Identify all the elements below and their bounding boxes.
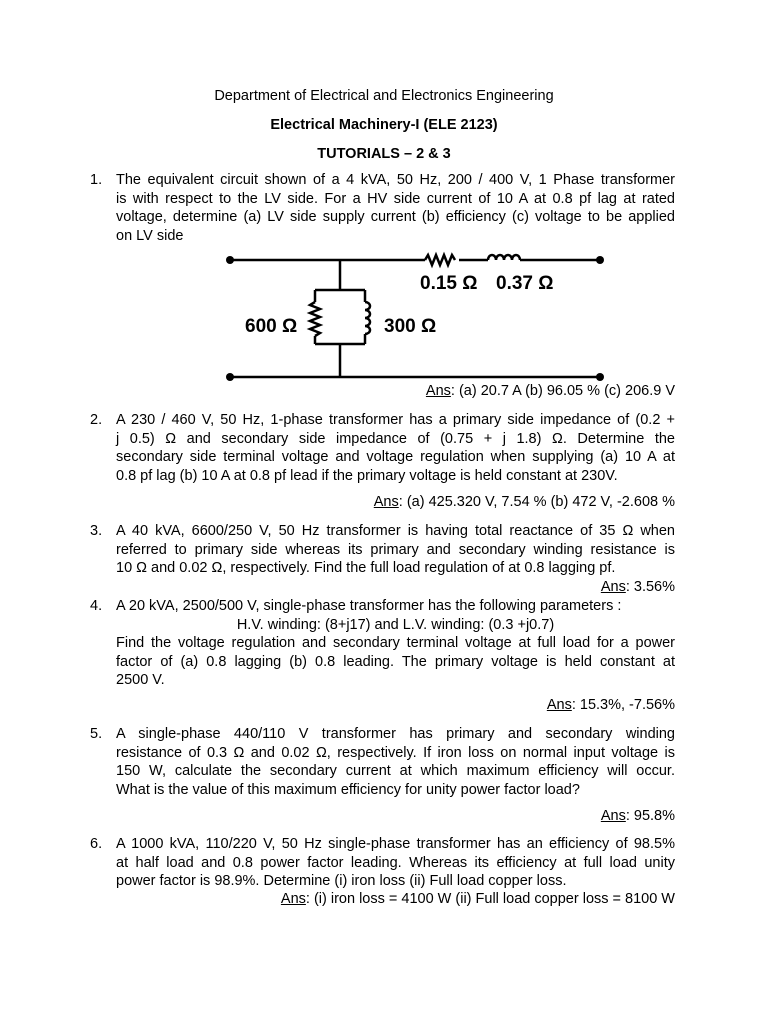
question-line: j 0.5) Ω and secondary side impedance of (0.75 + j 1.8) Ω. Determine the <box>116 430 675 447</box>
question-6 <box>90 835 678 891</box>
question-number: 1. <box>90 172 103 188</box>
terminal-dot <box>226 256 234 264</box>
question-line: 10 Ω and 0.02 Ω, respectively. Find the full load regulation of at 0.8 lagging pf. <box>116 560 616 576</box>
answer-text: : 15.3%, -7.56% <box>571 697 675 713</box>
question-line: resistance of 0.3 Ω and 0.02 Ω, respectively. If iron loss on normal input voltage is <box>116 744 675 761</box>
question-text <box>116 411 675 485</box>
shunt-inductor-symbol <box>365 302 370 334</box>
question-line: A 1000 kVA, 110/220 V, 50 Hz single-phase transformer has an efficiency of 98.5% <box>116 836 675 852</box>
series-resistor-symbol <box>425 255 455 265</box>
question-text <box>116 171 675 245</box>
question-number: 3. <box>90 523 103 539</box>
answer-text: : (a) 425.320 V, 7.54 % (b) 472 V, -2.608 % <box>398 494 675 510</box>
question-line: Find the voltage regulation and secondary terminal voltage at full load for a power <box>116 635 675 651</box>
question-line: H.V. winding: (8+j17) and L.V. winding: (0.3 +j0.7) <box>236 616 555 633</box>
answer-label: Ans <box>425 383 451 399</box>
question-2 <box>90 411 678 485</box>
question-line: A 230 / 460 V, 50 Hz, 1-phase transformer has a primary side impedance of (0.2 + <box>116 412 675 428</box>
answer-6 <box>281 890 675 909</box>
question-line: voltage, determine (a) LV side supply current (b) efficiency (c) voltage to be applied <box>116 209 675 225</box>
question-line: referred to primary side whereas its primary and secondary winding resistance is <box>116 541 675 558</box>
question-line: What is the value of this maximum efficiency for unity power factor load? <box>116 781 580 798</box>
question-line: 0.8 pf lag (b) 10 A at 0.8 pf lead if the primary voltage is held constant at 230V. <box>116 467 618 484</box>
question-text <box>116 597 675 690</box>
answer-text: : (i) iron loss = 4100 W (ii) Full load copper loss = 8100 W <box>305 891 675 907</box>
answer-5 <box>601 807 675 826</box>
answer-label: Ans <box>280 891 306 907</box>
terminal-dot <box>596 256 604 264</box>
shunt-reactance-label: 300 Ω <box>384 316 437 337</box>
question-line: factor of (a) 0.8 lagging (b) 0.8 leading. The primary voltage is held constant at <box>116 653 675 670</box>
question-text <box>116 522 675 578</box>
answer-label: Ans <box>546 697 572 713</box>
question-3 <box>90 522 678 578</box>
department-heading: Department of Electrical and Electronics Engineering <box>214 88 554 104</box>
answer-1 <box>426 382 675 401</box>
equivalent-circuit-diagram <box>220 248 620 388</box>
answer-4 <box>547 696 675 715</box>
answer-label: Ans <box>600 808 626 824</box>
question-line: power factor is 98.9%. Determine (i) iron loss (ii) Full load copper loss. <box>116 873 567 889</box>
question-number: 6. <box>90 836 103 852</box>
series-resistance-label: 0.15 Ω <box>420 273 478 294</box>
question-4 <box>90 597 678 690</box>
question-line: on LV side <box>116 227 184 244</box>
shunt-resistance-label: 600 Ω <box>245 316 298 337</box>
question-5 <box>90 725 678 799</box>
question-line: secondary side terminal voltage and voltage regulation when supplying (a) 10 A at <box>116 449 675 465</box>
question-number: 4. <box>90 598 103 614</box>
answer-text: : 95.8% <box>625 808 675 824</box>
question-number: 2. <box>90 412 103 428</box>
terminal-dot <box>596 373 604 381</box>
answer-label: Ans <box>600 579 626 595</box>
question-line: at half load and 0.8 power factor leading. Whereas its efficiency at full load unity <box>116 854 675 871</box>
question-line: A single-phase 440/110 V transformer has primary and secondary winding <box>116 726 675 742</box>
question-text <box>116 835 675 891</box>
answer-3 <box>601 578 675 597</box>
question-line: A 20 kVA, 2500/500 V, single-phase transformer has the following parameters : <box>116 598 622 614</box>
question-text <box>116 725 675 799</box>
question-line: A 40 kVA, 6600/250 V, 50 Hz transformer is having total reactance of 35 Ω when <box>116 523 675 539</box>
answer-2 <box>374 493 675 512</box>
question-line: 2500 V. <box>116 672 165 688</box>
series-inductor-symbol <box>488 255 520 260</box>
course-title: Electrical Machinery-I (ELE 2123) <box>270 117 498 133</box>
answer-text: : 3.56% <box>625 579 675 595</box>
question-line: 150 W, calculate the secondary current at which maximum efficiency will occur. <box>116 763 675 779</box>
question-line: is with respect to the LV side. For a HV side current of 10 A at 0.8 pf lag at rated <box>116 190 675 207</box>
answer-text: : (a) 20.7 A (b) 96.05 % (c) 206.9 V <box>450 383 675 399</box>
question-line: The equivalent circuit shown of a 4 kVA, 50 Hz, 200 / 400 V, 1 Phase transformer <box>116 172 675 188</box>
shunt-resistor-symbol <box>310 302 320 336</box>
answer-label: Ans <box>373 494 399 510</box>
series-reactance-label: 0.37 Ω <box>496 273 554 294</box>
terminal-dot <box>226 373 234 381</box>
question-1 <box>90 171 678 245</box>
question-number: 5. <box>90 726 103 742</box>
tutorials-title: TUTORIALS – 2 & 3 <box>317 146 451 162</box>
